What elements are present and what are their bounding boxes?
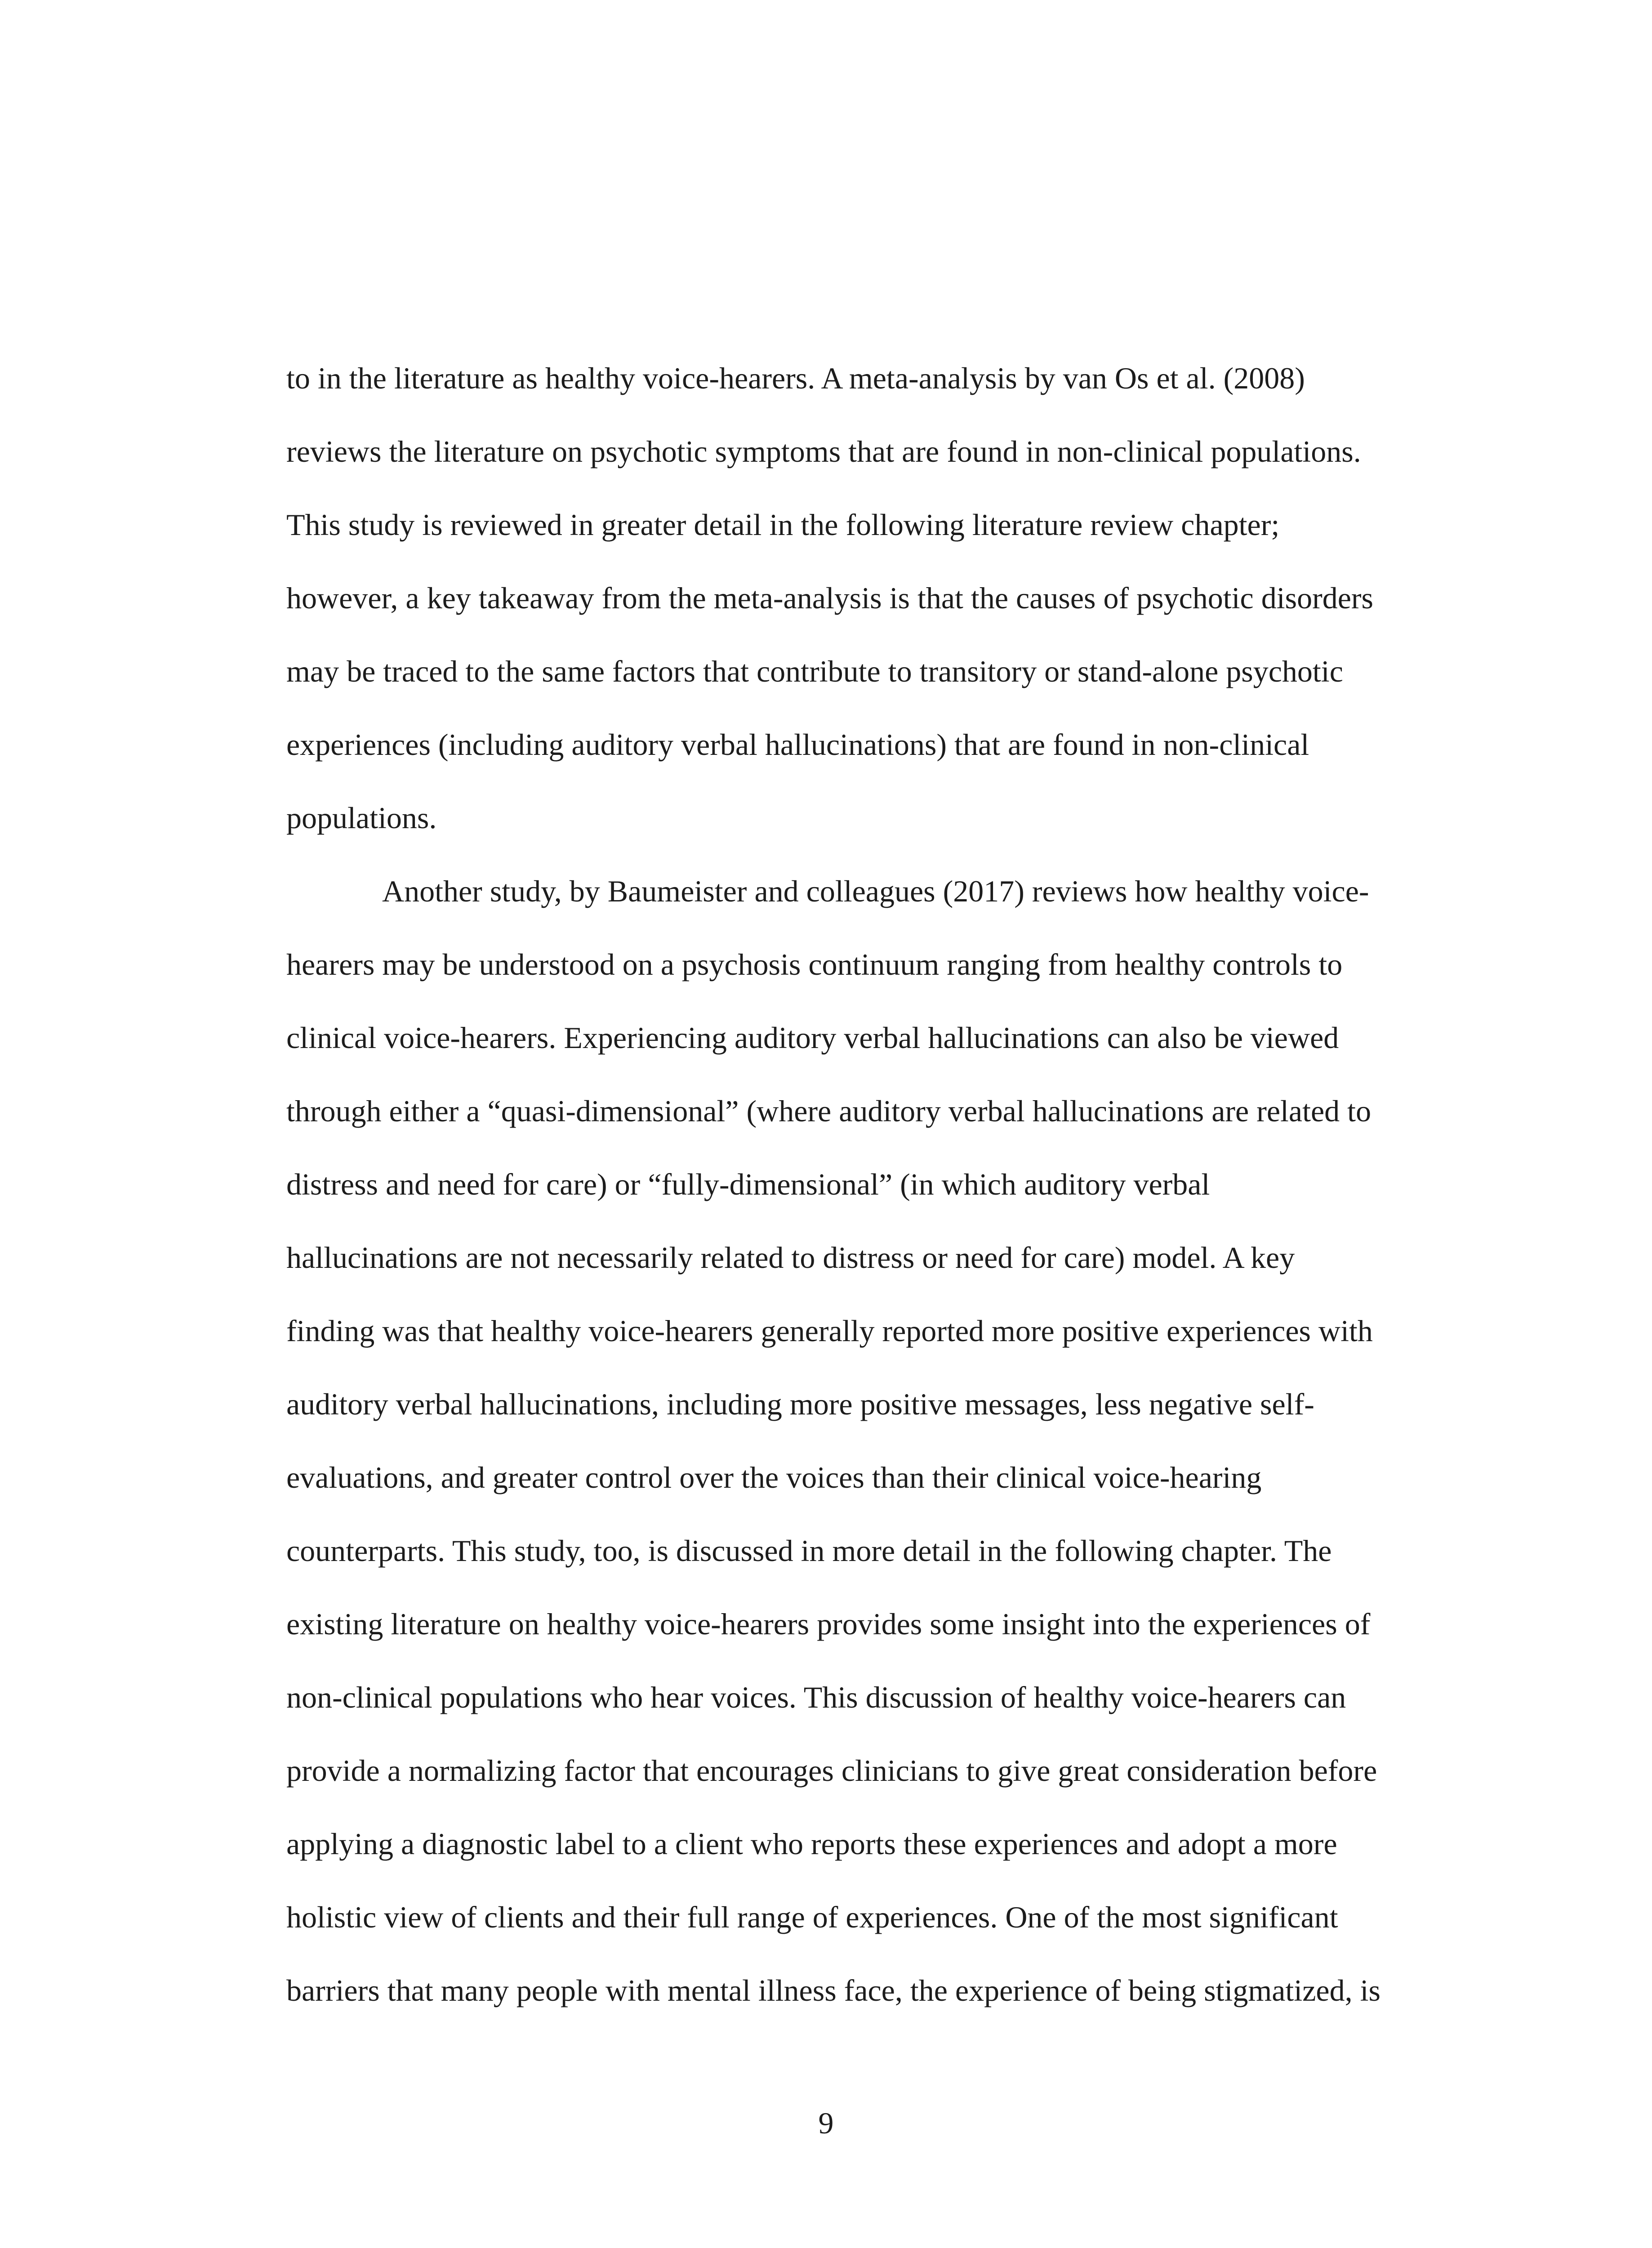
text-line: distress and need for care) or “fully-dimensional” (in which auditory verbal	[286, 1167, 1210, 1201]
text-line: populations.	[286, 801, 437, 835]
body-text	[286, 342, 1430, 2027]
text-line: hearers may be understood on a psychosis continuum ranging from healthy controls to	[286, 947, 1343, 981]
paragraph	[286, 342, 1430, 855]
text-line: holistic view of clients and their full range of experiences. One of the most significant	[286, 1900, 1338, 1934]
text-line: evaluations, and greater control over the voices than their clinical voice-hearing	[286, 1460, 1262, 1494]
text-line: to in the literature as healthy voice-hearers. A meta-analysis by van Os et al. (2008)	[286, 361, 1305, 395]
text-line: however, a key takeaway from the meta-analysis is that the causes of psychotic disorders	[286, 581, 1374, 615]
text-line: clinical voice-hearers. Experiencing auditory verbal hallucinations can also be viewed	[286, 1021, 1339, 1055]
text-line: hallucinations are not necessarily related to distress or need for care) model. A key	[286, 1240, 1295, 1275]
text-line: This study is reviewed in greater detail in the following literature review chapter;	[286, 508, 1280, 542]
text-line: counterparts. This study, too, is discussed in more detail in the following chapter. The	[286, 1534, 1332, 1568]
text-line: applying a diagnostic label to a client who reports these experiences and adopt a more	[286, 1827, 1337, 1861]
paragraph	[286, 855, 1430, 2027]
text-line: existing literature on healthy voice-hearers provides some insight into the experiences of	[286, 1607, 1371, 1641]
text-line: finding was that healthy voice-hearers generally reported more positive experiences with	[286, 1314, 1373, 1348]
text-line: through either a “quasi-dimensional” (where auditory verbal hallucinations are related to	[286, 1094, 1371, 1128]
text-line: non-clinical populations who hear voices. This discussion of healthy voice-hearers can	[286, 1680, 1346, 1714]
text-line: reviews the literature on psychotic symptoms that are found in non-clinical populations.	[286, 434, 1361, 468]
text-line: provide a normalizing factor that encourages clinicians to give great consideration before	[286, 1753, 1377, 1788]
page-number: 9	[818, 2106, 834, 2140]
text-line: experiences (including auditory verbal hallucinations) that are found in non-clinical	[286, 727, 1309, 762]
text-line: barriers that many people with mental illness face, the experience of being stigmatized, is	[286, 1973, 1380, 2007]
text-line: may be traced to the same factors that contribute to transitory or stand-alone psychotic	[286, 654, 1343, 688]
text-line: Another study, by Baumeister and colleagues (2017) reviews how healthy voice-	[382, 874, 1369, 908]
text-line: auditory verbal hallucinations, including more positive messages, less negative self-	[286, 1387, 1314, 1421]
